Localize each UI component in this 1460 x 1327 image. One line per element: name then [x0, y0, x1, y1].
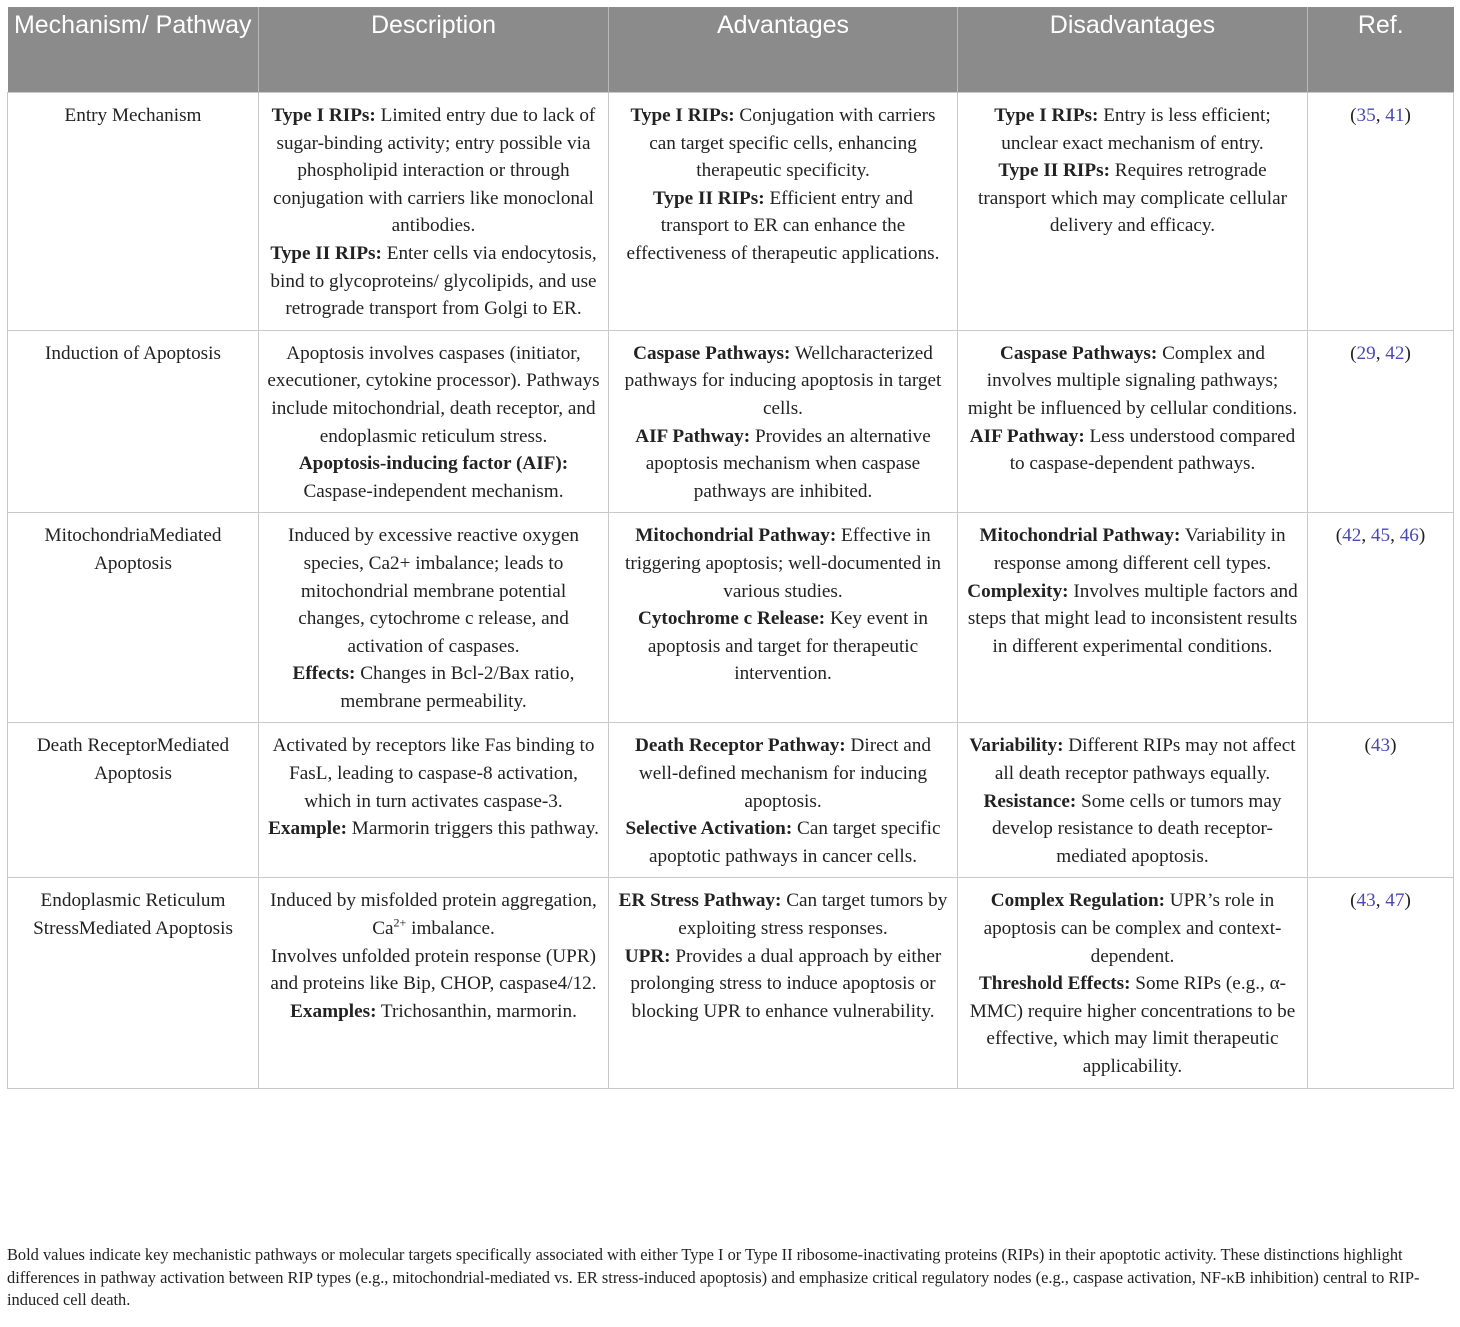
cell-text: Some cells or tumors may develop resistance to death receptor-mediated apoptosis. [992, 790, 1282, 867]
table-row [8, 93, 1454, 331]
header-disadvantages: Disadvantages [958, 7, 1308, 93]
cell-disadvantages [958, 93, 1308, 331]
cell-text: Can target specific apoptotic pathways in cancer cells. [649, 818, 941, 867]
cell-paragraph [617, 605, 949, 688]
cell-paragraph [267, 340, 600, 450]
cell-disadvantages [958, 513, 1308, 723]
cell-paragraph [966, 578, 1299, 661]
bold-term: Type I RIPs: [630, 105, 735, 126]
table-row [8, 330, 1454, 513]
bold-term: Effects: [292, 663, 356, 685]
cell-mechanism: Induction of Apoptosis [8, 330, 259, 513]
cell-paragraph [267, 450, 600, 505]
cell-paragraph [267, 102, 600, 240]
cell-text: Induced by excessive reactive oxygen species, Ca2+ imbalance; leads to mitochondrial membrane potential changes, cytochrome c release, and activation of caspases. [288, 525, 579, 657]
cell-ref: (42, 45, 46) [1308, 513, 1454, 723]
cell-text: Requires retrograde transport which may complicate cellular delivery and efficacy. [977, 160, 1287, 237]
bold-term: Selective Activation: [625, 818, 793, 840]
cell-paragraph [966, 970, 1299, 1080]
cell-text: Changes in Bcl-2/Bax ratio, membrane permeability. [340, 663, 575, 712]
cell-paragraph [267, 522, 600, 660]
bold-term: Examples: [290, 1000, 377, 1022]
bold-term: UPR: [624, 945, 671, 967]
cell-text: Direct and well-defined mechanism for inducing apoptosis. [638, 735, 931, 812]
cell-text: Apoptosis involves caspases (initiator, executioner, cytokine processor). Pathways include mitochondrial, death receptor, and endoplasmic reticulum stress. [267, 342, 600, 447]
bold-term: Variability: [969, 735, 1064, 757]
cell-paragraph [617, 943, 949, 1026]
cell-text: Different RIPs may not affect all death receptor pathways equally. [994, 735, 1296, 785]
cell-paragraph [966, 340, 1299, 423]
bold-term: Caspase Pathways: [1000, 342, 1158, 364]
cell-text: Conjugation with carriers can target specific cells, enhancing therapeutic specificity. [649, 105, 936, 182]
cell-advantages [609, 513, 958, 723]
cell-text: Provides an alternative apoptosis mechanism when caspase pathways are inhibited. [645, 425, 931, 502]
bold-term: Type II RIPs: [653, 187, 765, 209]
cell-description [259, 723, 609, 878]
cell-paragraph [617, 102, 949, 185]
data-table [7, 7, 1454, 1089]
cell-paragraph [617, 185, 949, 268]
cell-paragraph [267, 887, 600, 942]
bold-term: Mitochondrial Pathway: [635, 525, 837, 547]
cell-text: Provides a dual approach by either prolonging stress to induce apoptosis or blocking UPR to enhance vulnerability. [630, 945, 942, 1022]
bold-term: Example: [268, 818, 347, 840]
cell-paragraph [267, 998, 600, 1026]
bold-term: Type I RIPs: [994, 105, 1099, 126]
cell-text: Limited entry due to lack of sugar-binding activity; entry possible via phospholipid interaction or through conjugation with carriers like monoclonal antibodies. [273, 105, 596, 237]
cell-description [259, 330, 609, 513]
header-mechanism: Mechanism/ Pathway [8, 7, 259, 93]
cell-text: Trichosanthin, marmorin. [376, 1000, 577, 1022]
cell-text: imbalance. [406, 918, 495, 940]
cell-text: Caspase-independent mechanism. [303, 480, 564, 502]
cell-text: Less understood compared to caspase-dependent pathways. [1009, 425, 1296, 475]
cell-disadvantages [958, 330, 1308, 513]
cell-text: Variability in response among different cell types. [993, 525, 1286, 574]
cell-paragraph [617, 423, 949, 506]
cell-paragraph [617, 522, 949, 605]
cell-text: Key event in apoptosis and target for therapeutic intervention. [647, 608, 929, 685]
cell-advantages [609, 878, 958, 1088]
bold-term: Death Receptor Pathway: [635, 735, 846, 757]
cell-mechanism: MitochondriaMediated Apoptosis [8, 513, 259, 723]
bold-term: Type I RIPs: [271, 105, 376, 126]
table-body [8, 93, 1454, 1089]
cell-paragraph [267, 732, 600, 815]
cell-ref: (43, 47) [1308, 878, 1454, 1088]
cell-text: Entry is less efficient; unclear exact mechanism of entry. [1001, 105, 1271, 154]
cell-advantages [609, 723, 958, 878]
table-header [8, 7, 1454, 93]
cell-description [259, 878, 609, 1088]
cell-ref: (29, 42) [1308, 330, 1454, 513]
cell-text: Complex and involves multiple signaling pathways; might be influenced by cellular conditions. [967, 342, 1298, 419]
cell-paragraph [966, 157, 1299, 240]
cell-text: Marmorin triggers this pathway. [347, 818, 599, 840]
cell-disadvantages [958, 723, 1308, 878]
cell-paragraph [966, 522, 1299, 577]
cell-advantages [609, 330, 958, 513]
table-row [8, 513, 1454, 723]
reference-link[interactable]: 43 [1356, 890, 1376, 912]
cell-paragraph [617, 887, 949, 942]
cell-ref: (35, 41) [1308, 93, 1454, 331]
bold-term: Threshold Effects: [978, 973, 1131, 995]
bold-term: Type II RIPs: [998, 160, 1110, 182]
reference-link[interactable]: 42 [1342, 525, 1362, 547]
cell-text: UPR’s role in apoptosis can be complex and context-dependent. [983, 890, 1282, 967]
cell-paragraph [966, 423, 1299, 478]
cell-paragraph [617, 815, 949, 870]
bold-term: Complexity: [967, 580, 1069, 602]
reference-link[interactable]: 47 [1385, 890, 1405, 912]
reference-link[interactable]: 41 [1385, 105, 1405, 126]
bold-term: Mitochondrial Pathway: [979, 525, 1181, 547]
cell-text: Wellcharacterized pathways for inducing apoptosis in target cells. [624, 342, 942, 419]
cell-paragraph [617, 732, 949, 815]
reference-link[interactable]: 43 [1370, 735, 1391, 757]
cell-paragraph [966, 887, 1299, 970]
bold-term: Caspase Pathways: [633, 342, 791, 364]
cell-description [259, 93, 609, 331]
cell-mechanism: Endoplasmic Reticulum StressMediated Apoptosis [8, 878, 259, 1088]
cell-advantages [609, 93, 958, 331]
bold-term: ER Stress Pathway: [618, 890, 782, 912]
superscript: 2+ [393, 915, 407, 930]
cell-text: Enter cells via endocytosis, bind to glycoproteins/ glycolipids, and use retrograde transport from Golgi to ER. [270, 242, 597, 320]
cell-disadvantages [958, 878, 1308, 1088]
cell-description [259, 513, 609, 723]
cell-mechanism: Entry Mechanism [8, 93, 259, 331]
cell-ref: (43) [1308, 723, 1454, 878]
cell-text: Efficient entry and transport to ER can enhance the effectiveness of therapeutic applications. [626, 187, 940, 264]
cell-paragraph [966, 102, 1299, 157]
cell-text: Can target tumors by exploiting stress responses. [678, 890, 948, 940]
cell-paragraph [267, 943, 600, 998]
bold-term: Cytochrome c Release: [637, 608, 826, 630]
bold-term: Apoptosis-inducing factor (AIF): [298, 453, 569, 475]
reference-link[interactable]: 35 [1356, 105, 1376, 126]
cell-paragraph [966, 788, 1299, 871]
cell-text: Induced by misfolded protein aggregation, Ca [270, 890, 597, 940]
cell-text: Activated by receptors like Fas binding to FasL, leading to caspase-8 activation, which in turn activates caspase-3. [272, 735, 595, 812]
cell-mechanism: Death ReceptorMediated Apoptosis [8, 723, 259, 878]
reference-link[interactable]: 42 [1385, 342, 1405, 364]
reference-link[interactable]: 45 [1370, 525, 1391, 547]
bold-term: AIF Pathway: [635, 425, 751, 447]
cell-text: Some RIPs (e.g., α-MMC) require higher concentrations to be effective, which may limit therapeutic applicability. [969, 973, 1296, 1077]
header-ref: Ref. [1308, 7, 1454, 93]
table-footnote: Bold values indicate key mechanistic pathways or molecular targets specifically associated with either Type I or Type II ribosome-inactivating proteins (RIPs) in their apoptotic activity. These distinctions highlight differences in pathway activation between RIP types (e.g., mitochondrial-mediated vs. ER stress-induced apoptosis) and emphasize critical regulatory nodes (e.g., caspase activation, NF-κB inhibition) central to RIP-induced cell death. [7, 1245, 1420, 1310]
cell-paragraph [267, 660, 600, 715]
cell-paragraph [267, 240, 600, 323]
reference-link[interactable]: 46 [1399, 525, 1419, 547]
bold-term: AIF Pathway: [969, 425, 1085, 447]
table-row [8, 723, 1454, 878]
cell-paragraph [267, 815, 600, 843]
reference-link[interactable]: 29 [1356, 342, 1376, 364]
cell-paragraph [617, 340, 949, 423]
cell-text: Involves multiple factors and steps that might lead to inconsistent results in different experimental conditions. [967, 580, 1298, 657]
cell-paragraph [966, 732, 1299, 787]
bold-term: Complex Regulation: [990, 890, 1165, 912]
cell-text: Involves unfolded protein response (UPR) and proteins like Bip, CHOP, caspase4/12. [270, 945, 597, 995]
cell-text: Effective in triggering apoptosis; well-documented in various studies. [625, 525, 941, 602]
table-row [8, 878, 1454, 1088]
bold-term: Type II RIPs: [270, 242, 382, 264]
header-advantages: Advantages [609, 7, 958, 93]
bold-term: Resistance: [983, 790, 1077, 812]
header-description: Description [259, 7, 609, 93]
